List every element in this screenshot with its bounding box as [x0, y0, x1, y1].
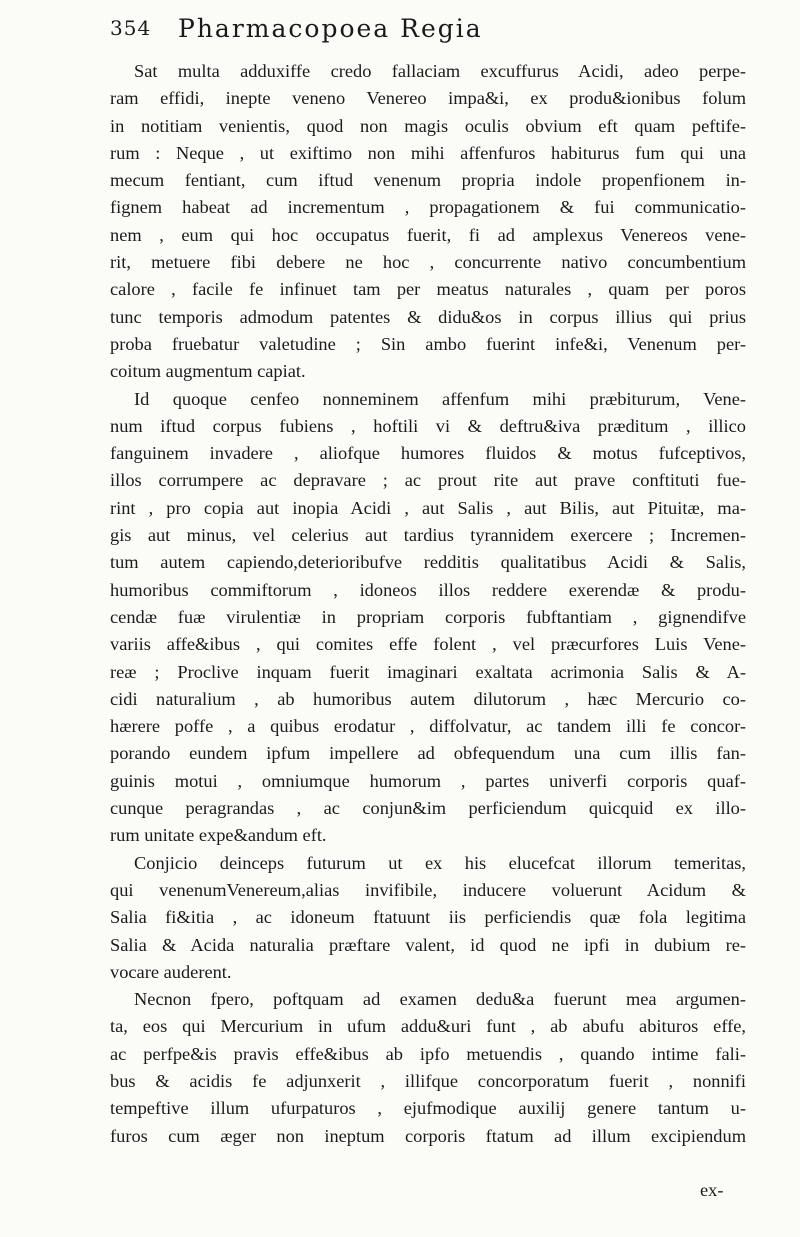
text-line: mecum fentiant, cum iftud venenum propria indole propenfionem in- — [110, 170, 746, 191]
text-line: fanguinem invadere , aliofque humores fluidos & motus fufceptivos, — [110, 443, 746, 464]
text-line: bus & acidis fe adjunxerit , illifque concorporatum fuerit , nonnifi — [110, 1070, 746, 1091]
page-number: 354 — [110, 16, 152, 40]
text-line: tempeftive illum ufurpaturos , ejufmodique auxilij genere tantum u- — [110, 1098, 746, 1119]
text-line: variis affe&ibus , qui comites effe folent , vel præcurfores Luis Vene- — [110, 634, 746, 655]
catchword: ex- — [700, 1180, 724, 1200]
text-line: rum unitate expe&andum eft. — [110, 825, 327, 846]
text-line: gis aut minus, vel celerius aut tardius tyrannidem exercere ; Incremen- — [110, 525, 746, 546]
text-line: tunc temporis admodum patentes & didu&os in corpus illius qui prius — [110, 306, 746, 327]
text-line: rint , pro copia aut inopia Acidi , aut Salis , aut Bilis, aut Pituitæ, ma- — [110, 497, 746, 518]
page-header — [110, 14, 750, 54]
text-line: Sat multa adduxiffe credo fallaciam excuffurus Acidi, adeo perpe- — [134, 61, 746, 81]
text-line: Salia fi&itia , ac idoneum ftatuunt iis perficiendis quæ fola legitima — [110, 907, 746, 928]
text-line: ram effidi, inepte veneno Venereo impa&i, ex produ&ionibus folum — [110, 88, 746, 109]
text-line: ta, eos qui Mercurium in ufum addu&uri funt , ab abufu abituros effe, — [110, 1016, 746, 1037]
text-line: proba fruebatur valetudine ; Sin ambo fuerint infe&i, Venenum per- — [110, 333, 746, 354]
running-title: Pharmacopoea Regia — [178, 14, 483, 43]
text-line: calore , facile fe infinuet tam per meatus naturales , quam per poros — [110, 279, 746, 300]
text-line: tum autem capiendo,deterioribufve redditis qualitatibus Acidi & Salis, — [110, 552, 746, 573]
text-line: humoribus commiftorum , idoneos illos reddere exerendæ & produ- — [110, 579, 746, 600]
text-line: in notitiam venientis, quod non magis oculis obvium eft quam peftife- — [110, 115, 746, 136]
text-line: porando eundem ipfum impellere ad obfequendum una cum illis fan- — [110, 743, 746, 764]
text-line: rum : Neque , ut exiftimo non mihi affenfuros habiturus fum qui una — [110, 142, 746, 163]
text-line: Conjicio deinceps futurum ut ex his elucefcat illorum temeritas, — [134, 852, 746, 873]
text-line: fignem habeat ad incrementum , propagationem & fui communicatio- — [110, 197, 746, 218]
text-line: rit, metuere fibi debere ne hoc , concurrente nativo concumbentium — [110, 252, 746, 273]
text-line: Id quoque cenfeo nonneminem affenfum mihi præbiturum, Vene- — [134, 388, 746, 409]
text-line: num iftud corpus fubiens , hoftili vi & deftru&iva præditum , illico — [110, 415, 746, 436]
text-line: Salia & Acida naturalia præftare valent, id quod ne ipfi in dubium re- — [110, 934, 746, 955]
text-line: hærere poffe , a quibus erodatur , diffolvatur, ac tandem illi fe concor- — [110, 716, 746, 737]
text-line: qui venenumVenereum,alias invifibile, inducere voluerunt Acidum & — [110, 879, 746, 900]
text-line: Necnon fpero, poftquam ad examen dedu&a fuerunt mea argumen- — [134, 989, 746, 1010]
text-line: cendæ fuæ virulentiæ in propriam corporis fubftantiam , gignendifve — [110, 606, 746, 627]
text-line: ac perfpe&is pravis effe&ibus ab ipfo metuendis , quando intime fali- — [110, 1043, 746, 1064]
text-line: cidi naturalium , ab humoribus autem dilutorum , hæc Mercurio co- — [110, 688, 746, 709]
text-line: coitum augmentum capiat. — [110, 361, 306, 382]
text-line: reæ ; Proclive inquam fuerit imaginari exaltata acrimonia Salis & A- — [110, 661, 746, 682]
text-line: guinis motui , omniumque humorum , partes univerfi corporis quaf- — [110, 770, 746, 791]
text-line: vocare auderent. — [110, 961, 232, 982]
text-line: illos corrumpere ac depravare ; ac prout rite aut prave conftituti fue- — [110, 470, 746, 491]
text-line: cunque peragrandas , ac conjun&im perficiendum quicquid ex illo- — [110, 798, 746, 819]
body-text — [110, 58, 746, 1150]
text-line: furos cum æger non ineptum corporis ftatum ad illum excipiendum — [110, 1125, 746, 1146]
text-line: nem , eum qui hoc occupatus fuerit, fi ad amplexus Venereos vene- — [110, 224, 746, 245]
